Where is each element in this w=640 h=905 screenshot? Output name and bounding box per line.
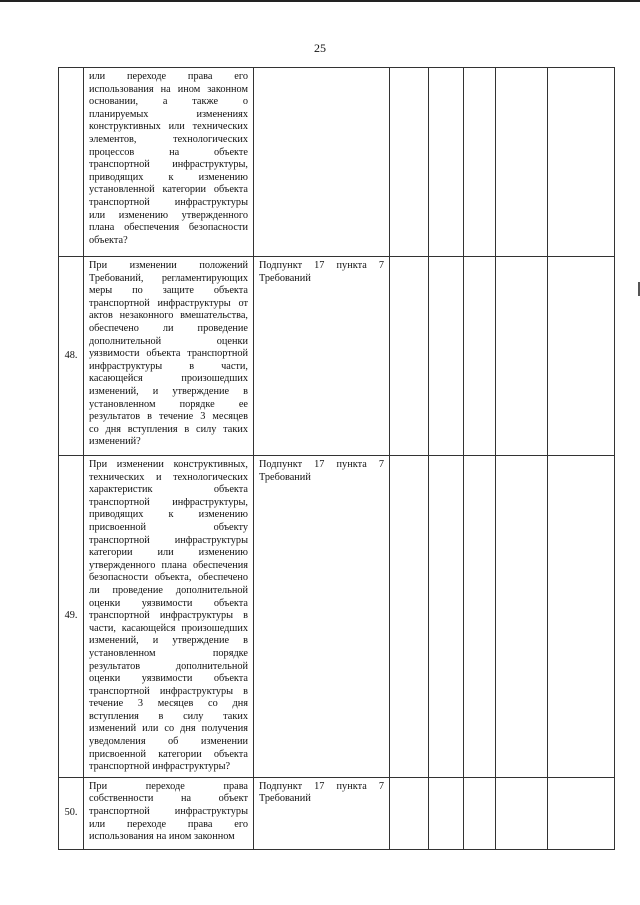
answer-na-cell <box>464 456 496 778</box>
question-line: транспортной инфраструктуры? <box>89 761 231 773</box>
notes-cell <box>496 257 548 456</box>
question-line: установленном порядке ее <box>89 398 248 410</box>
comments-cell <box>548 456 615 778</box>
comments-cell <box>548 68 615 257</box>
reference-cell <box>254 68 390 257</box>
answer-yes-cell <box>390 68 429 257</box>
row-number: 49. <box>59 456 84 778</box>
question-line: транспортной инфраструктуры <box>89 806 248 818</box>
question-line: инфраструктуры в части, <box>89 360 248 372</box>
question-line: объекта? <box>89 234 128 246</box>
question-line: присвоенной категории объекта <box>89 748 248 760</box>
question-line: изменений, и утверждение в <box>89 385 248 397</box>
notes-cell <box>496 777 548 849</box>
question-line: технических и технологических <box>89 471 248 483</box>
question-line: присвоенной объекту <box>89 521 248 533</box>
question-line: утвержденного плана обеспечения <box>89 559 248 571</box>
answer-na-cell <box>464 257 496 456</box>
question-line: установленном порядке <box>89 647 248 659</box>
question-line: транспортной инфраструктуры от <box>89 297 248 309</box>
question-line: При переходе права <box>89 780 248 792</box>
question-line: уведомления об изменении <box>89 736 248 748</box>
question-line: При изменении конструктивных, <box>89 459 248 470</box>
comments-cell <box>548 257 615 456</box>
table-row <box>59 777 615 849</box>
question-cell <box>84 456 254 778</box>
table-row <box>59 456 615 778</box>
notes-cell <box>496 68 548 257</box>
question-line: Требований, регламентирующих <box>89 272 248 284</box>
question-line: касающейся произошедших <box>89 373 248 385</box>
question-line: изменений? <box>89 436 141 448</box>
question-line: со дня вступления в силу таких <box>89 423 248 435</box>
question-line: транспортной инфраструктуры, <box>89 159 248 171</box>
question-line: или переходе права его <box>89 818 248 830</box>
question-line: приводящих к изменению <box>89 509 248 521</box>
table-row <box>59 68 615 257</box>
answer-na-cell <box>464 68 496 257</box>
answer-yes-cell <box>390 456 429 778</box>
question-line: ли проведение дополнительной <box>89 584 248 596</box>
question-line: процессов на объекте <box>89 146 248 158</box>
reference-line: Требований <box>259 272 311 284</box>
question-line: дополнительной оценки <box>89 335 248 347</box>
question-line: планируемых изменениях <box>89 108 248 120</box>
question-line: или переходе права его <box>89 71 248 82</box>
question-line: конструктивных или технических <box>89 121 248 133</box>
question-cell <box>84 68 254 257</box>
question-line: части, касающейся произошедших <box>89 622 248 634</box>
reference-line: Подпункт 17 пункта 7 <box>259 260 384 271</box>
question-line: или изменению утвержденного <box>89 209 248 221</box>
question-line: собственности на объект <box>89 793 248 805</box>
page-top-border <box>0 0 640 2</box>
answer-yes-cell <box>390 777 429 849</box>
question-line: обеспечено ли проведение <box>89 322 248 334</box>
reference-line: Подпункт 17 пункта 7 <box>259 459 384 470</box>
question-line: результатов в течение 3 месяцев <box>89 411 248 423</box>
question-line: транспортной инфраструктуры <box>89 196 248 208</box>
reference-line: Требований <box>259 471 311 483</box>
question-line: приводящих к изменению <box>89 171 248 183</box>
question-line: При изменении положений <box>89 260 248 271</box>
question-line: транспортной инфраструктуры, <box>89 496 248 508</box>
question-line: категории или изменению <box>89 547 248 559</box>
question-line: актов незаконного вмешательства, <box>89 310 248 322</box>
question-line: вступления в силу таких <box>89 710 248 722</box>
question-line: использования на ином законном <box>89 83 248 95</box>
question-line: установленной категории объекта <box>89 184 248 196</box>
question-line: транспортной инфраструктуры в <box>89 610 248 622</box>
question-line: характеристик объекта <box>89 484 248 496</box>
reference-line: Подпункт 17 пункта 7 <box>259 780 384 792</box>
table-row <box>59 257 615 456</box>
row-number <box>59 68 84 257</box>
question-line: безопасности объекта, обеспечено <box>89 572 248 584</box>
question-line: результатов дополнительной <box>89 660 248 672</box>
row-number: 48. <box>59 257 84 456</box>
requirements-table <box>58 67 615 850</box>
question-line: плана обеспечения безопасности <box>89 222 248 234</box>
question-line: изменений или со дня получения <box>89 723 248 735</box>
comments-cell <box>548 777 615 849</box>
reference-cell <box>254 777 390 849</box>
question-line: уязвимости объекта транспортной <box>89 348 248 360</box>
question-line: меры по защите объекта <box>89 285 248 297</box>
question-cell <box>84 257 254 456</box>
question-line: течение 3 месяцев со дня <box>89 698 248 710</box>
question-line: оценки уязвимости объекта <box>89 597 248 609</box>
question-line: транспортной инфраструктуры в <box>89 685 248 697</box>
question-line: основании, а также о <box>89 96 248 108</box>
question-cell <box>84 777 254 849</box>
answer-no-cell <box>429 456 464 778</box>
answer-no-cell <box>429 257 464 456</box>
answer-na-cell <box>464 777 496 849</box>
question-line: изменений, и утверждение в <box>89 635 248 647</box>
page-number: 25 <box>314 41 326 55</box>
reference-cell <box>254 456 390 778</box>
answer-no-cell <box>429 777 464 849</box>
row-number: 50. <box>59 777 84 849</box>
question-line: использования на ином законном <box>89 831 235 843</box>
answer-no-cell <box>429 68 464 257</box>
reference-line: Требований <box>259 793 311 805</box>
reference-cell <box>254 257 390 456</box>
question-line: транспортной инфраструктуры <box>89 534 248 546</box>
answer-yes-cell <box>390 257 429 456</box>
question-line: оценки уязвимости объекта <box>89 673 248 685</box>
question-line: элементов, технологических <box>89 133 248 145</box>
notes-cell <box>496 456 548 778</box>
